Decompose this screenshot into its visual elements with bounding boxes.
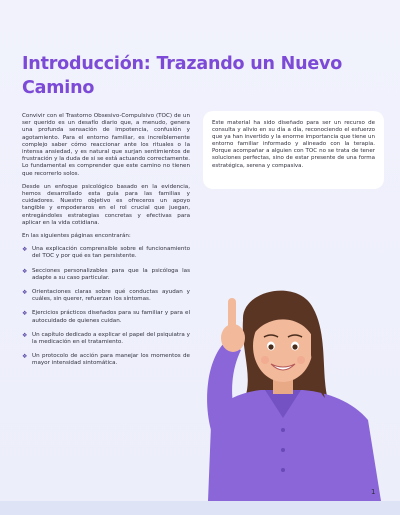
approach-paragraph: Desde un enfoque psicológico basado en la evidencia, hemos desarrollado esta guía para las familias y cuidadores. Nuestro objetivo es ofreceros un apoyo tangible y empoderaros en el rol crucial que juegan, entregándoles estrategias concretas y efectivas para aplicar en la vida cotidiana. [22, 183, 190, 226]
woman-pointing-illustration [203, 280, 400, 501]
list-item-text: Orientaciones claras sobre qué conductas ayudan y cuáles, sin querer, refuerzan los síntomas. [32, 289, 190, 303]
card-text: Este material ha sido diseñado para ser un recurso de consulta y alivio en su día a día, reconociendo el esfuerzo que ya han invertido y la enorme importancia que tiene un entorno familiar informado y alineado con la terapia. Porque acompañar a alguien con TOC no se trata de tener soluciones perfectas, sino de estar presente de una forma estratégica, serena y compasiva. [212, 120, 375, 169]
footer-band [0, 501, 400, 515]
list-item [22, 289, 190, 303]
diamond-bullet-icon: ❖ [22, 267, 28, 275]
page-number: 1 [371, 488, 376, 496]
list-item-text: Un protocolo de acción para manejar los momentos de mayor intensidad sintomática. [32, 353, 190, 367]
list-item [22, 310, 190, 324]
list-item-text: Una explicación comprensible sobre el funcionamiento del TOC y por qué es tan persistente. [32, 246, 190, 260]
list-item-text: Secciones personalizables para que la psicóloga las adapte a su caso particular. [32, 267, 190, 281]
list-item-text: Ejercicios prácticos diseñados para su familiar y para el autocuidado de quienes cuidan. [32, 310, 190, 324]
summary-card [203, 111, 384, 189]
diamond-bullet-icon: ❖ [22, 353, 28, 361]
intro-paragraph: Convivir con el Trastorno Obsesivo-Compulsivo (TOC) de un ser querido es un desafío diario que, a menudo, genera una profunda sensación de impotencia, confusión y agotamiento. Para el entorno familiar, es increíblemente complejo saber cómo reaccionar ante los rituales o la intensa ansiedad, y es natural que surjan sentimientos de frustración y la duda de si se está actuando correctamente. Lo fundamental es comprender que este camino no tienen que recorrerlo solos. [22, 113, 190, 177]
list-item [22, 246, 190, 260]
list-item [22, 332, 190, 346]
list-item [22, 268, 190, 282]
contents-list [22, 246, 190, 367]
diamond-bullet-icon: ❖ [22, 246, 28, 254]
left-column [22, 113, 190, 375]
diamond-bullet-icon: ❖ [22, 331, 28, 339]
list-item [22, 353, 190, 367]
list-item-text: Un capítulo dedicado a explicar el papel del psiquiatra y la medicación en el tratamiento. [32, 331, 190, 346]
diamond-bullet-icon: ❖ [22, 289, 28, 297]
list-intro: En las siguientes páginas encontrarán: [22, 233, 131, 240]
diamond-bullet-icon: ❖ [22, 310, 28, 318]
page-title: Introducción: Trazando un Nuevo Camino [22, 54, 343, 98]
